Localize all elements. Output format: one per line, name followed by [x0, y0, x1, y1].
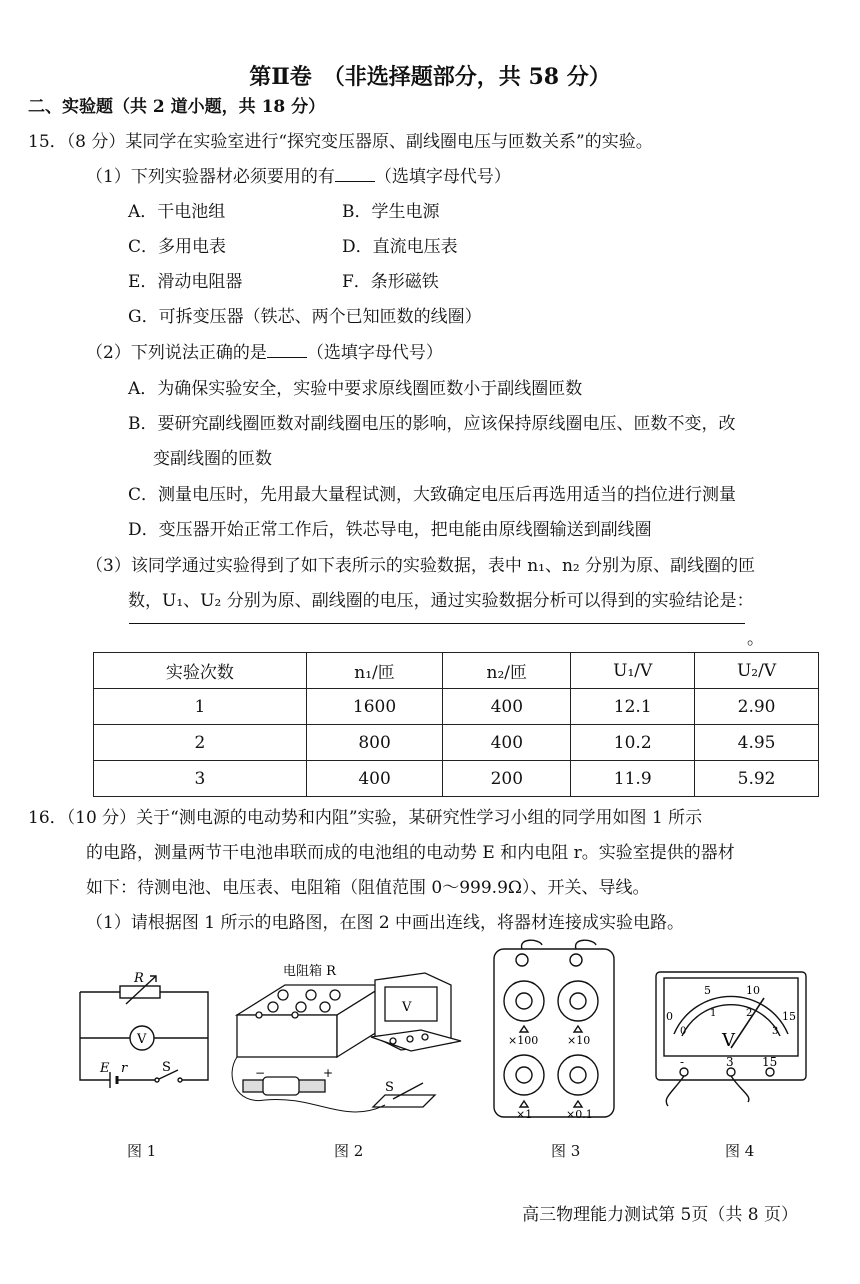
- terminal-15: 15: [762, 1055, 778, 1069]
- dial-x01: ×0.1: [566, 1108, 593, 1120]
- q15-part1-hint: （选填字母代号）: [374, 167, 511, 187]
- label-E: E: [100, 1061, 110, 1076]
- minus-sign: −: [255, 1066, 266, 1080]
- scale-10: 10: [746, 984, 760, 997]
- scale-0: 0: [666, 1010, 673, 1023]
- q15-part2-hint: （选填字母代号）: [306, 343, 443, 363]
- table-cell: 200: [443, 761, 571, 797]
- label-S: S: [162, 1060, 171, 1075]
- option-e: E．滑动电阻器: [128, 272, 243, 292]
- switch-label: S: [385, 1080, 394, 1095]
- option-g: G．可拆变压器（铁芯、两个已知匝数的线圈）: [128, 307, 482, 327]
- statement-b: B．要研究副线圈匝数对副线圈电压的影响，应该保持原线圈电压、匝数不变，改: [128, 414, 736, 434]
- option-d: D．直流电压表: [342, 237, 458, 257]
- volt-symbol: V: [722, 1030, 735, 1051]
- inner-scale-0: 0: [680, 1026, 687, 1037]
- table-header-cell: U₂/V: [695, 653, 819, 689]
- scale-15: 15: [782, 1010, 796, 1023]
- dial-x1: ×1: [516, 1108, 533, 1120]
- dial-x10: ×10: [567, 1034, 591, 1047]
- table-header-cell: n₂/匝: [443, 653, 571, 689]
- table-cell: 12.1: [571, 689, 695, 725]
- q16-part1: （1）请根据图 1 所示的电路图，在图 2 中画出连线，将器材连接成实验电路。: [86, 913, 685, 933]
- option-b: B．学生电源: [342, 202, 440, 222]
- resistance-box-label: 电阻箱 R: [283, 964, 336, 979]
- table-row: [94, 761, 819, 797]
- inner-scale-1: 1: [710, 1008, 717, 1019]
- q15-stem: 15．（8 分）某同学在实验室进行“探究变压器原、副线圈电压与匝数关系”的实验。: [28, 132, 653, 152]
- table-row: [94, 689, 819, 725]
- data-table: [93, 652, 819, 797]
- label-V: V: [137, 1032, 147, 1047]
- circuit-diagram: [70, 968, 220, 1093]
- table-header-cell: 实验次数: [94, 653, 307, 689]
- table-cell: 10.2: [571, 725, 695, 761]
- option-f: F．条形磁铁: [342, 272, 439, 292]
- statement-d: D．变压器开始正常工作后，铁芯导电，把电能由原线圈输送到副线圈: [128, 520, 652, 540]
- terminal-3: 3: [726, 1055, 734, 1069]
- section-heading: 二、实验题（共 2 道小题，共 18 分）: [28, 97, 326, 117]
- table-cell: 400: [443, 689, 571, 725]
- q15-part1-text: （1）下列实验器材必须要用的有: [86, 167, 335, 187]
- table-cell: 1600: [306, 689, 443, 725]
- statement-c: C．测量电压时，先用最大量程试测，大致确定电压后再选用适当的挡位进行测量: [128, 485, 737, 505]
- answer-blank[interactable]: [335, 165, 375, 182]
- table-cell: 800: [306, 725, 443, 761]
- resistance-box-dials: [490, 935, 618, 1120]
- caption-fig4: 图 4: [725, 1142, 755, 1160]
- scale-5: 5: [704, 984, 711, 997]
- table-cell: 400: [306, 761, 443, 797]
- table-cell: 11.9: [571, 761, 695, 797]
- table-cell: 4.95: [695, 725, 819, 761]
- option-a: A．干电池组: [128, 202, 226, 222]
- table-cell: 5.92: [695, 761, 819, 797]
- period: 。: [747, 629, 764, 649]
- caption-fig1: 图 1: [127, 1142, 157, 1160]
- q15-part3-line1: （3）该同学通过实验得到了如下表所示的实验数据，表中 n₁、n₂ 分别为原、副线圈的匝: [86, 556, 756, 576]
- apparatus-diagram: [225, 955, 475, 1125]
- inner-scale-2: 2: [746, 1008, 753, 1019]
- statement-b-cont: 变副线圈的匝数: [153, 449, 272, 469]
- table-cell: 3: [94, 761, 307, 797]
- voltmeter-symbol: V: [402, 1000, 412, 1015]
- page-footer: 高三物理能力测试第 5页（共 8 页）: [522, 1205, 798, 1225]
- inner-scale-3: 3: [772, 1026, 779, 1037]
- table-cell: 400: [443, 725, 571, 761]
- table-header-row: [94, 653, 819, 689]
- option-c: C．多用电表: [128, 237, 227, 257]
- q15-part3-line2: 数，U₁、U₂ 分别为原、副线圈的电压，通过实验数据分析可以得到的实验结论是：: [128, 591, 754, 611]
- plus-sign: +: [323, 1066, 334, 1080]
- voltmeter-face: [652, 968, 812, 1108]
- q16-line2: 的电路，测量两节干电池串联而成的电池组的电动势 E 和内电阻 r。实验室提供的器材: [86, 843, 735, 863]
- label-r: r: [121, 1061, 128, 1076]
- terminal-minus: -: [680, 1055, 685, 1069]
- q15-part2: [86, 341, 443, 365]
- q16-line3: 如下：待测电池、电压表、电阻箱（阻值范围 0～999.9Ω）、开关、导线。: [86, 878, 650, 898]
- table-cell: 2: [94, 725, 307, 761]
- table-header-cell: n₁/匝: [306, 653, 443, 689]
- table-row: [94, 725, 819, 761]
- answer-blank[interactable]: [267, 341, 307, 358]
- page-title: 第Ⅱ卷 （非选择题部分，共 58 分）: [249, 64, 611, 90]
- q15-part2-text: （2）下列说法正确的是: [86, 343, 267, 363]
- conclusion-blank[interactable]: [129, 623, 745, 624]
- table-header-cell: U₁/V: [571, 653, 695, 689]
- statement-a: A．为确保实验安全，实验中要求原线圈匝数小于副线圈匝数: [128, 379, 583, 399]
- dial-x100: ×100: [508, 1034, 539, 1047]
- table-cell: 1: [94, 689, 307, 725]
- q15-part1: [86, 165, 511, 189]
- table-cell: 2.90: [695, 689, 819, 725]
- caption-fig2: 图 2: [334, 1142, 364, 1160]
- label-R: R: [134, 971, 144, 986]
- caption-fig3: 图 3: [551, 1142, 581, 1160]
- q16-line1: 16．（10 分）关于“测电源的电动势和内阻”实验，某研究性学习小组的同学用如图 1 所示: [28, 808, 703, 828]
